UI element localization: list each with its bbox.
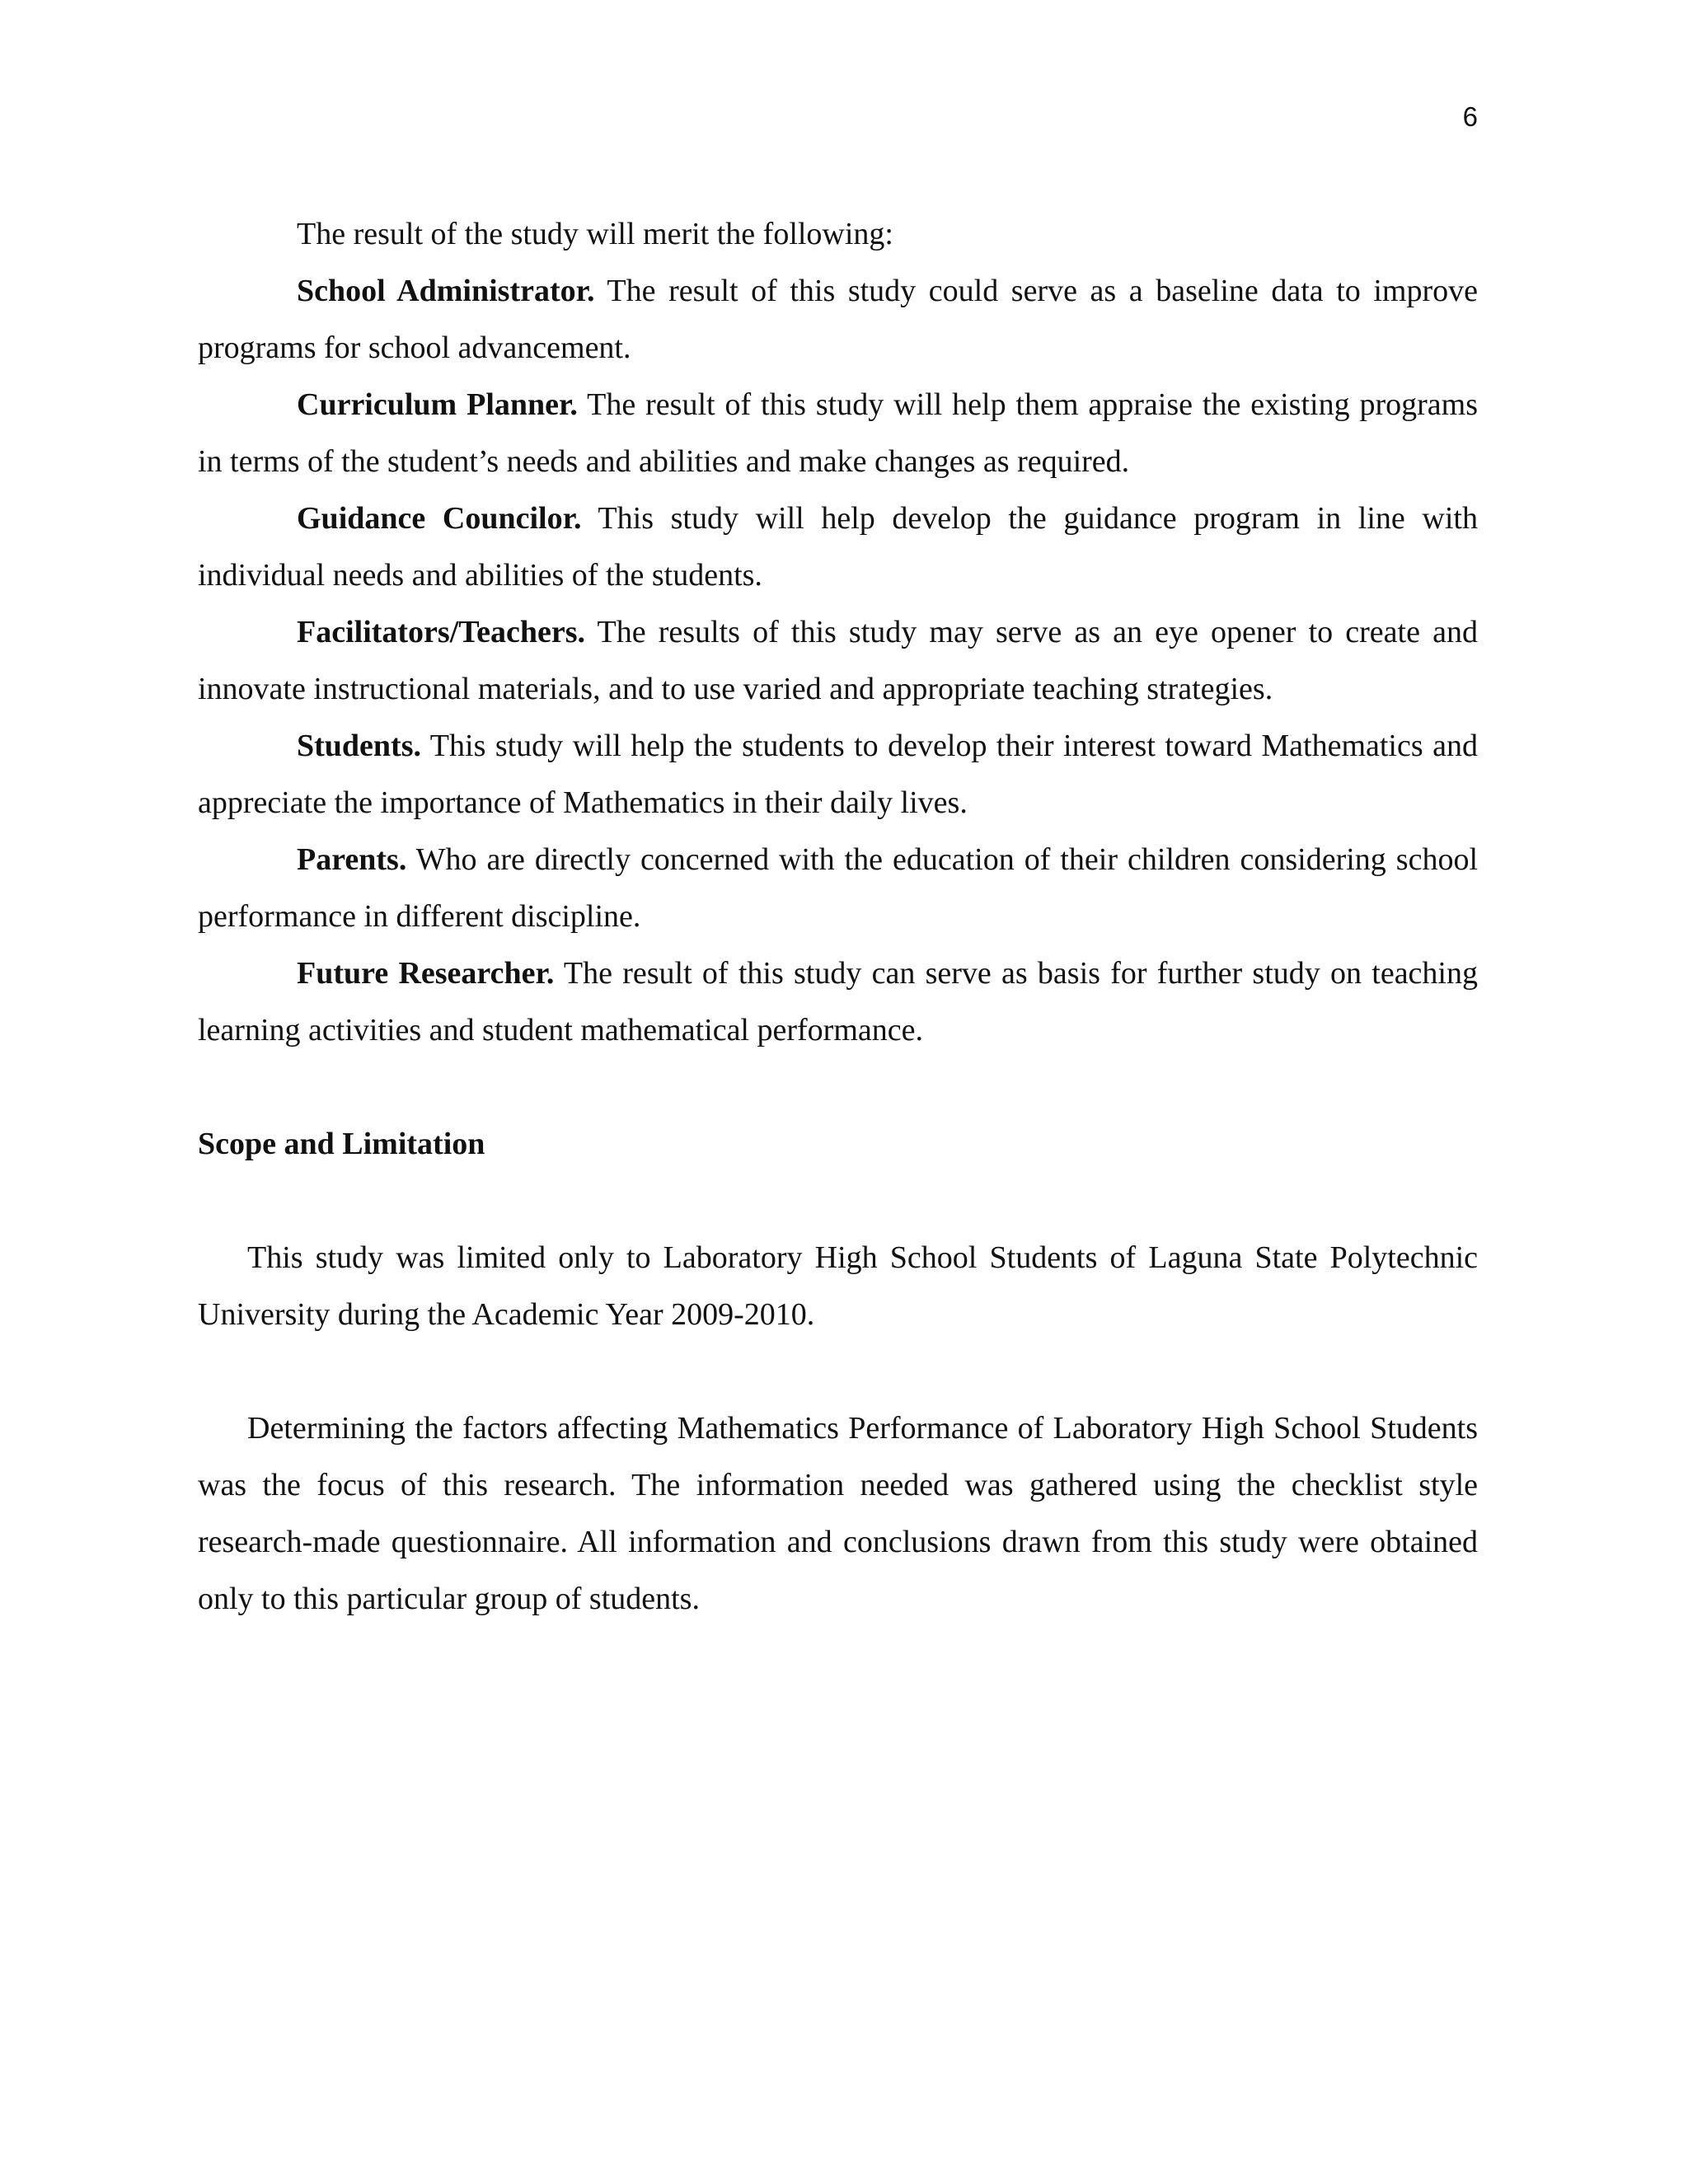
beneficiary-text: The result of this study will help them appraise the existing programs in terms of the student’s needs and abilities and make changes as required. — [198, 387, 1479, 479]
beneficiary-text: Who are directly concerned with the education of their children considering school performance in different discipline. — [198, 842, 1478, 934]
beneficiary-text: This study will help develop the guidance program in line with individual needs and abilities of the students. — [198, 501, 1478, 593]
beneficiary-facilitators-teachers — [198, 604, 1478, 718]
beneficiary-term: Students. — [297, 729, 421, 763]
beneficiary-term: Curriculum Planner. — [297, 387, 578, 422]
beneficiary-term: Parents. — [297, 842, 407, 877]
intro-paragraph: The result of the study will merit the following: — [297, 217, 893, 251]
scope-paragraph: This study was limited only to Laboratory High School Students of Laguna State Polytechnic University during the Academic Year 2009-2010. — [198, 1240, 1478, 1332]
beneficiary-future-researcher — [198, 945, 1478, 1059]
beneficiary-guidance-councilor — [198, 490, 1478, 604]
page-number: 6 — [1462, 101, 1478, 132]
beneficiary-term: Future Researcher. — [297, 956, 555, 991]
beneficiary-curriculum-planner — [198, 377, 1478, 490]
beneficiary-term: Facilitators/Teachers. — [297, 615, 586, 649]
section-heading-scope: Scope and Limitation — [198, 1127, 485, 1161]
beneficiary-term: School Administrator. — [297, 274, 595, 308]
beneficiary-text: The result of this study can serve as basis for further study on teaching learning activities and student mathematical performance. — [198, 956, 1478, 1047]
page-content — [198, 206, 1478, 1628]
beneficiary-text: This study will help the students to develop their interest toward Mathematics and appreciate the importance of Mathematics in their daily lives. — [198, 729, 1478, 820]
beneficiary-text: The result of this study could serve as a baseline data to improve programs for school advancement. — [198, 274, 1478, 365]
beneficiary-term: Guidance Councilor. — [297, 501, 582, 536]
beneficiary-school-administrator — [198, 263, 1478, 377]
beneficiary-text: The results of this study may serve as an eye opener to create and innovate instructional materials, and to use varied and appropriate teaching strategies. — [198, 615, 1478, 706]
beneficiary-parents — [198, 832, 1478, 945]
scope-paragraph: Determining the factors affecting Mathematics Performance of Laboratory High School Students was the focus of this research. The information needed was gathered using the checklist style research-made questionnaire. All information and conclusions drawn from this study were obtained only to this particular group of students. — [198, 1411, 1478, 1616]
beneficiary-students — [198, 718, 1478, 832]
